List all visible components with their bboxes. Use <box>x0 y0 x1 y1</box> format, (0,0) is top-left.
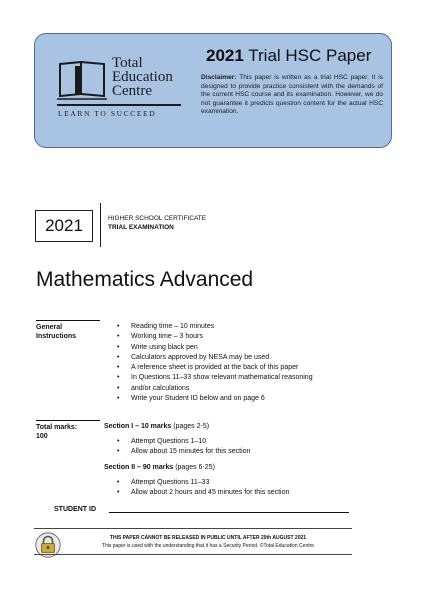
section-1-heading <box>104 423 209 430</box>
logo-line-3: Centre <box>112 83 152 99</box>
section-2-heading <box>104 464 215 471</box>
logo-line-2: Education <box>112 69 173 85</box>
subject-title: Mathematics Advanced <box>36 268 254 291</box>
instruction-item: • Write your Student ID below and on page 6 <box>117 394 313 404</box>
section-1-title: Section I – 10 marks <box>104 423 172 430</box>
certificate-name: HIGHER SCHOOL CERTIFICATE <box>108 215 207 222</box>
instruction-item: • Working time – 3 hours <box>117 332 313 342</box>
paper-year: 2021 <box>206 46 244 65</box>
instructions-label-line-2: Instructions <box>36 333 77 340</box>
instruction-item: • Write using black pen <box>117 343 313 353</box>
section-2-list <box>117 478 289 499</box>
section-2-item: • Allow about 2 hours and 45 minutes for this section <box>117 488 289 498</box>
year-divider <box>100 203 101 247</box>
disclaimer-text: This paper is written as a trial HSC paper. It is designed to provide practice consistent with the demands of the current HSC course and its examination. However, we do not guarantee it predicts question content for the actual HSC examination. <box>201 74 383 115</box>
instruction-item: • In Questions 11–33 show relevant mathematical reasoning <box>117 373 313 383</box>
marks-label-rule <box>36 420 100 421</box>
student-id-field[interactable] <box>109 512 349 513</box>
total-marks-value: 100 <box>36 433 48 440</box>
instruction-item: • Calculators approved by NESA may be used <box>117 353 313 363</box>
section-2-title: Section II – 90 marks <box>104 464 174 471</box>
instruction-item-continued: • and/or calculations <box>117 384 313 394</box>
instructions-label-rule <box>36 320 100 321</box>
instructions-label-line-1: General <box>36 324 63 331</box>
logo-text <box>112 56 173 98</box>
student-id-label: STUDENT ID <box>54 506 96 513</box>
total-marks-label <box>36 423 77 441</box>
exam-type: TRIAL EXAMINATION <box>108 223 174 231</box>
instruction-item: • Reading time – 10 minutes <box>117 322 313 332</box>
instructions-label <box>36 323 76 341</box>
footer-release-notice: THIS PAPER CANNOT BE RELEASED IN PUBLIC UNTIL AFTER 20th AUGUST 2021 <box>109 535 307 541</box>
certificate-info <box>108 215 206 232</box>
footer-security-notice: This paper is used with the understanding that it has a Security Period. ©Total Education Centre <box>101 543 315 549</box>
tec-logo <box>57 54 197 140</box>
instruction-item: • A reference sheet is provided at the back of this paper <box>117 363 313 373</box>
section-1-list <box>117 437 250 458</box>
logo-divider <box>57 104 181 106</box>
paper-title-text: Trial HSC Paper <box>248 46 372 65</box>
section-2-item: • Attempt Questions 11–33 <box>117 478 289 488</box>
paper-title <box>206 46 371 66</box>
exam-year-box: 2021 <box>35 210 93 242</box>
section-1-item: • Allow about 15 minutes for this section <box>117 447 250 457</box>
footer-bottom-rule <box>34 554 352 555</box>
book-icon <box>57 58 109 100</box>
logo-line-1: Total <box>112 55 143 71</box>
disclaimer-label: Disclaimer: <box>201 74 237 81</box>
section-1-item: • Attempt Questions 1–10 <box>117 437 250 447</box>
header-panel <box>34 33 392 148</box>
footer-top-rule <box>34 528 352 529</box>
instructions-list <box>117 322 313 404</box>
section-1-pages: (pages 2-5) <box>171 423 210 430</box>
disclaimer <box>201 74 383 117</box>
total-marks-text: Total marks: <box>36 424 78 431</box>
logo-tagline: LEARN TO SUCCEED <box>58 109 157 118</box>
section-2-pages: (pages 6-25) <box>173 464 215 471</box>
